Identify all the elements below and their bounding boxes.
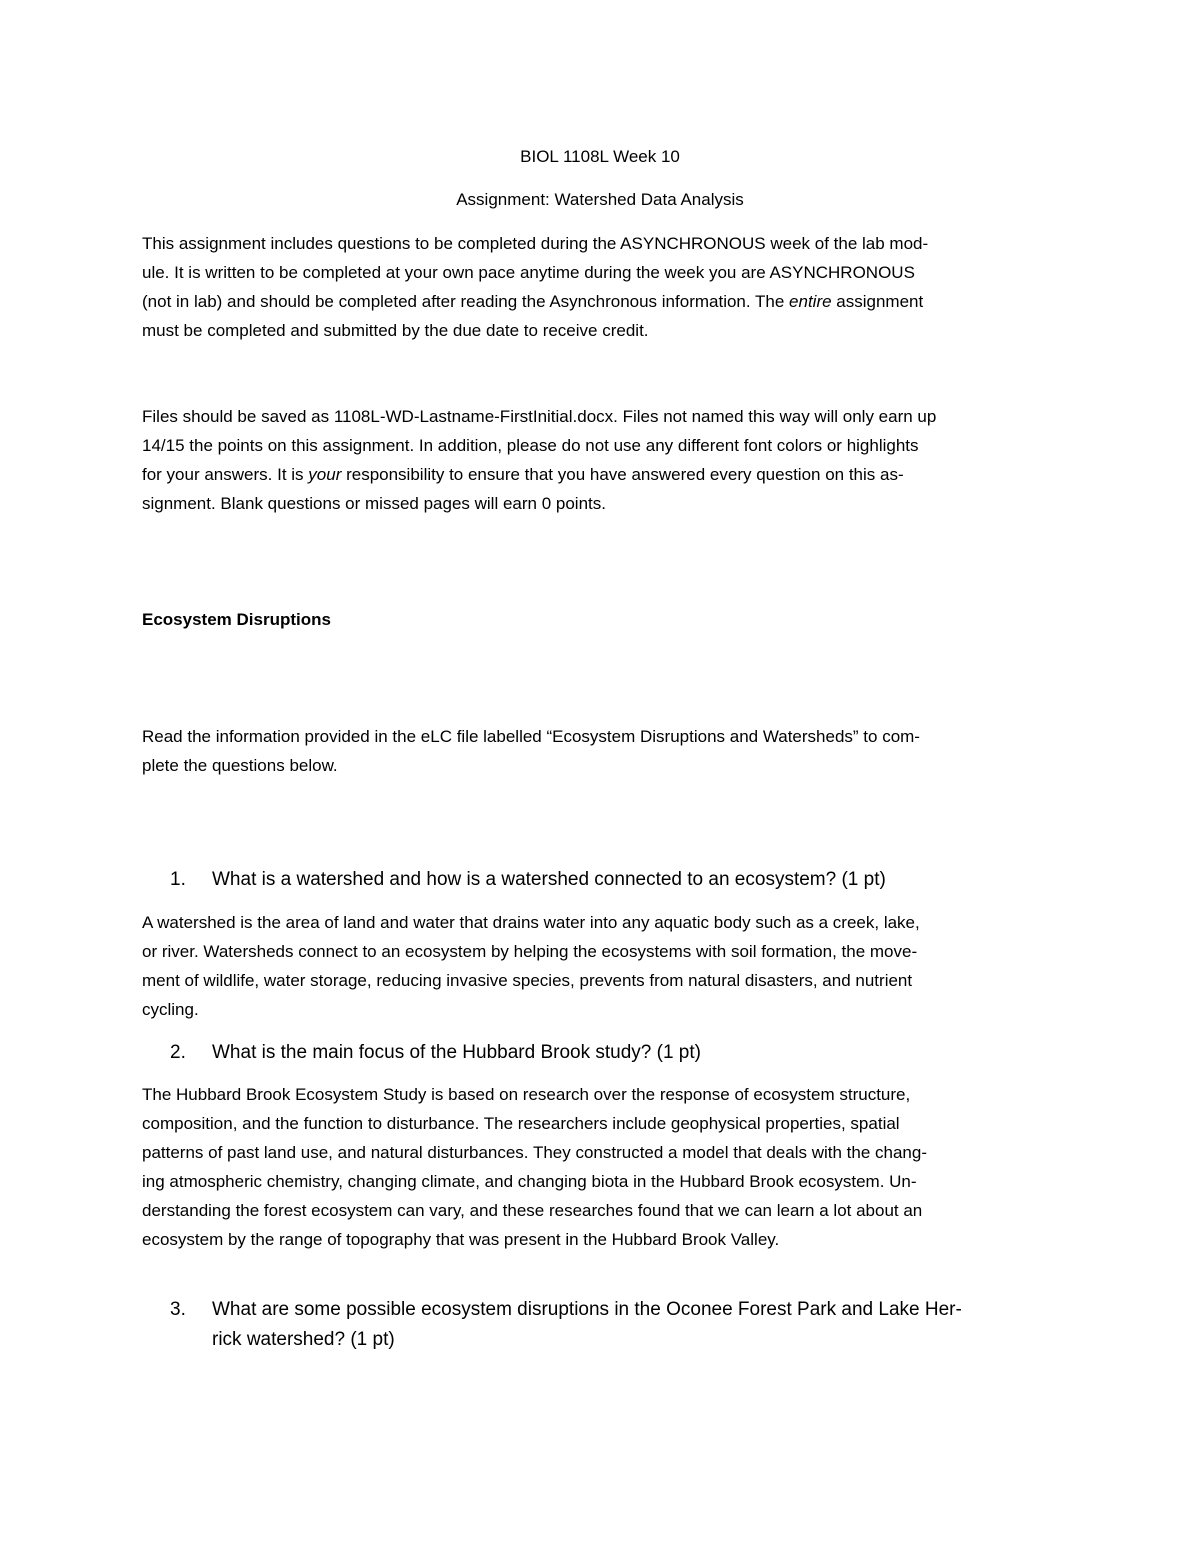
answer-line: ment of wildlife, water storage, reducing invasive species, prevents from natural disasters, and nutrient — [142, 971, 913, 990]
question-line: What is a watershed and how is a watershed connected to an ecosystem? (1 pt) — [212, 869, 886, 890]
file-naming-paragraph — [142, 402, 1072, 518]
intro-text: (not in lab) and should be completed after reading the Asynchronous information. The — [142, 292, 790, 311]
question-number: 2. — [170, 1042, 186, 1063]
file-note-line: Files should be saved as 1108L-WD-Lastname-FirstInitial.docx. Files not named this way will only earn up — [142, 407, 937, 426]
question-number: 1. — [170, 869, 186, 890]
answer-line: cycling. — [142, 1000, 199, 1019]
file-note-text: for your answers. It is — [142, 465, 309, 484]
answer-line: composition, and the function to disturbance. The researchers include geophysical properties, spatial — [142, 1114, 900, 1133]
answer-line: ing atmospheric chemistry, changing climate, and changing biota in the Hubbard Brook ecosystem. Un- — [142, 1172, 917, 1191]
intro-line: must be completed and submitted by the due date to receive credit. — [142, 321, 649, 340]
intro-line: ule. It is written to be completed at your own pace anytime during the week you are ASYNCHRONOUS — [142, 263, 915, 282]
answer-line: or river. Watersheds connect to an ecosystem by helping the ecosystems with soil formation, the move- — [142, 942, 918, 961]
answer-2 — [142, 1080, 1072, 1254]
file-note-line — [142, 460, 1072, 489]
question-text — [212, 1038, 701, 1068]
answer-1 — [142, 908, 1072, 1024]
intro-emphasis: entire — [789, 292, 832, 311]
answer-line: derstanding the forest ecosystem can vary, and these researches found that we can learn a lot about an — [142, 1201, 923, 1220]
intro-line — [142, 287, 1072, 316]
question-line: What are some possible ecosystem disruptions in the Oconee Forest Park and Lake Her- — [212, 1299, 962, 1320]
question-text — [212, 1295, 962, 1355]
file-note-line: signment. Blank questions or missed pages will earn 0 points. — [142, 494, 606, 513]
answer-line: patterns of past land use, and natural disturbances. They constructed a model that deals with the chang- — [142, 1143, 927, 1162]
intro-text: assignment — [831, 292, 924, 311]
answer-line: A watershed is the area of land and water that drains water into any aquatic body such as a creek, lake, — [142, 913, 920, 932]
answer-line: ecosystem by the range of topography that was present in the Hubbard Brook Valley. — [142, 1230, 780, 1249]
file-note-text: responsibility to ensure that you have answered every question on this as- — [341, 465, 904, 484]
assignment-title: Assignment: Watershed Data Analysis — [456, 190, 744, 209]
file-note-line: 14/15 the points on this assignment. In addition, please do not use any different font colors or highlights — [142, 436, 919, 455]
question-text — [212, 865, 886, 895]
intro-paragraph — [142, 229, 1072, 345]
file-note-emphasis: your — [308, 465, 342, 484]
intro-line: This assignment includes questions to be completed during the ASYNCHRONOUS week of the lab mod- — [142, 234, 929, 253]
question-number: 3. — [170, 1299, 186, 1320]
question-line: rick watershed? (1 pt) — [212, 1329, 395, 1350]
instructions-line: plete the questions below. — [142, 756, 338, 775]
instructions-paragraph — [142, 722, 1072, 780]
instructions-line: Read the information provided in the eLC file labelled “Ecosystem Disruptions and Watersheds” to com- — [142, 727, 920, 746]
answer-line: The Hubbard Brook Ecosystem Study is based on research over the response of ecosystem structure, — [142, 1085, 911, 1104]
course-title: BIOL 1108L Week 10 — [520, 147, 680, 166]
question-line: What is the main focus of the Hubbard Brook study? (1 pt) — [212, 1042, 701, 1063]
section-heading: Ecosystem Disruptions — [142, 610, 331, 629]
